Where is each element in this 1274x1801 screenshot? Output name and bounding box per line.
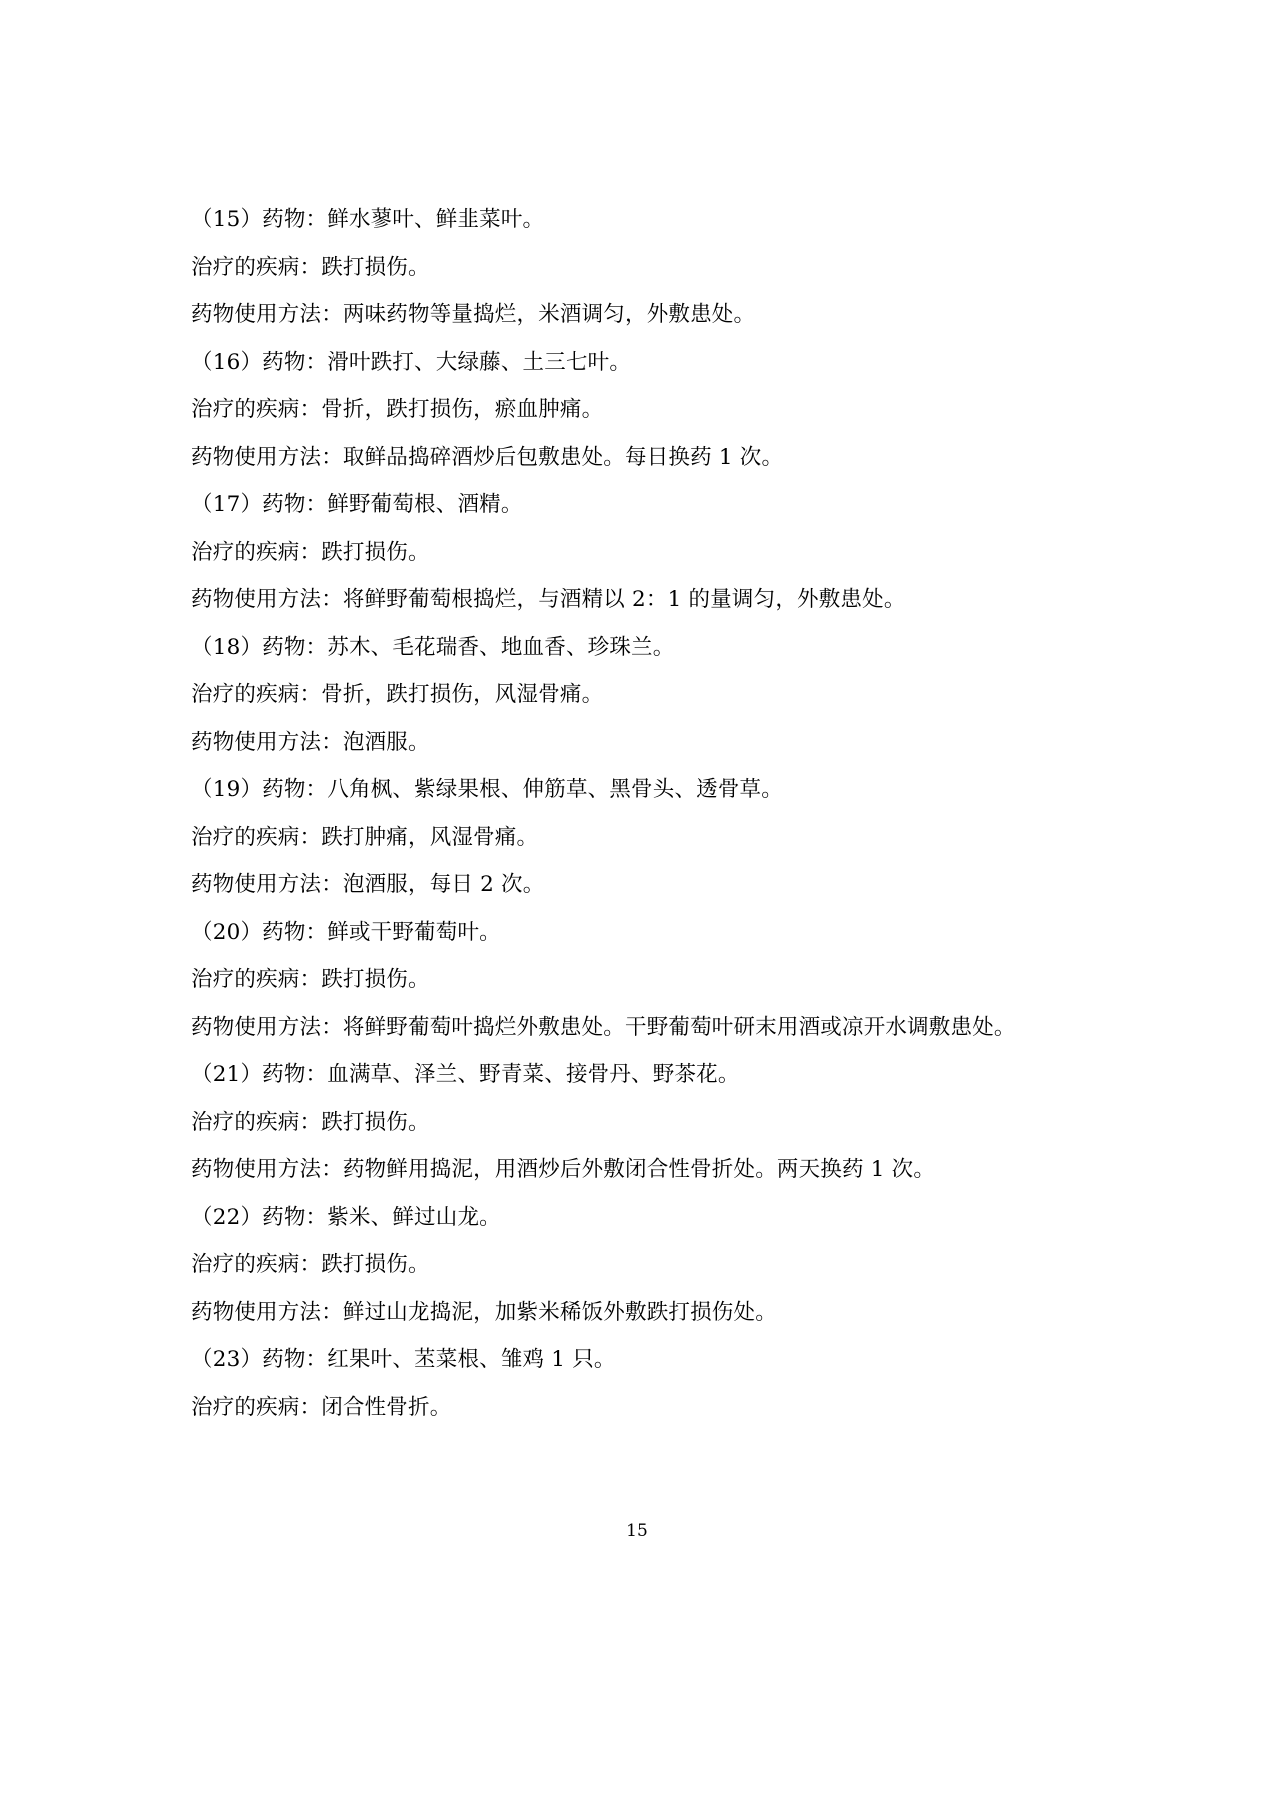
paragraph: 治疗的疾病：跌打损伤。 [191, 1252, 430, 1277]
paragraph: （23）药物：红果叶、苤菜根、雏鸡 1 只。 [191, 1347, 616, 1372]
paragraph: （20）药物：鲜或干野葡萄叶。 [191, 919, 501, 945]
paragraph: 治疗的疾病：跌打损伤。 [191, 254, 430, 280]
paragraph: 药物使用方法：两味药物等量捣烂，米酒调匀，外敷患处。 [191, 302, 756, 327]
paragraph: （16）药物：滑叶跌打、大绿藤、土三七叶。 [191, 349, 632, 375]
paragraph: 治疗的疾病：骨折，跌打损伤，风湿骨痛。 [191, 682, 604, 707]
paragraph: 药物使用方法：药物鲜用捣泥，用酒炒后外敷闭合性骨折处。两天换药 1 次。 [191, 1157, 936, 1182]
paragraph: 药物使用方法：取鲜品捣碎酒炒后包敷患处。每日换药 1 次。 [191, 444, 784, 470]
paragraph: 药物使用方法：将鲜野葡萄叶捣烂外敷患处。干野葡萄叶研末用酒或凉开水调敷患处。 [191, 1014, 1016, 1040]
paragraph: 药物使用方法：泡酒服，每日 2 次。 [191, 872, 545, 897]
paragraph: 治疗的疾病：跌打损伤。 [191, 539, 430, 565]
paragraph: （18）药物：苏木、毛花瑞香、地血香、珍珠兰。 [191, 634, 675, 660]
paragraph: 治疗的疾病：跌打肿痛，风湿骨痛。 [191, 824, 539, 850]
paragraph: 药物使用方法：泡酒服。 [191, 729, 430, 755]
paragraph: 药物使用方法：鲜过山龙捣泥，加紫米稀饭外敷跌打损伤处。 [191, 1299, 777, 1325]
paragraph: （19）药物：八角枫、紫绿果根、伸筋草、黑骨头、透骨草。 [191, 777, 783, 802]
paragraph: （15）药物：鲜水蓼叶、鲜韭菜叶。 [191, 207, 545, 232]
page-number: 15 [626, 1521, 648, 1541]
paragraph: 药物使用方法：将鲜野葡萄根捣烂，与酒精以 2：1 的量调匀，外敷患处。 [191, 587, 906, 612]
paragraph: （21）药物：血满草、泽兰、野青菜、接骨丹、野茶花。 [191, 1062, 740, 1087]
page-body [148, 196, 1116, 1431]
paragraph: 治疗的疾病：骨折，跌打损伤，瘀血肿痛。 [191, 397, 604, 422]
paragraph: （22）药物：紫米、鲜过山龙。 [191, 1204, 501, 1230]
paragraph: （17）药物：鲜野葡萄根、酒精。 [191, 492, 523, 517]
paragraph: 治疗的疾病：跌打损伤。 [191, 1109, 430, 1135]
paragraph: 治疗的疾病：闭合性骨折。 [191, 1394, 452, 1420]
paragraph: 治疗的疾病：跌打损伤。 [191, 967, 430, 992]
